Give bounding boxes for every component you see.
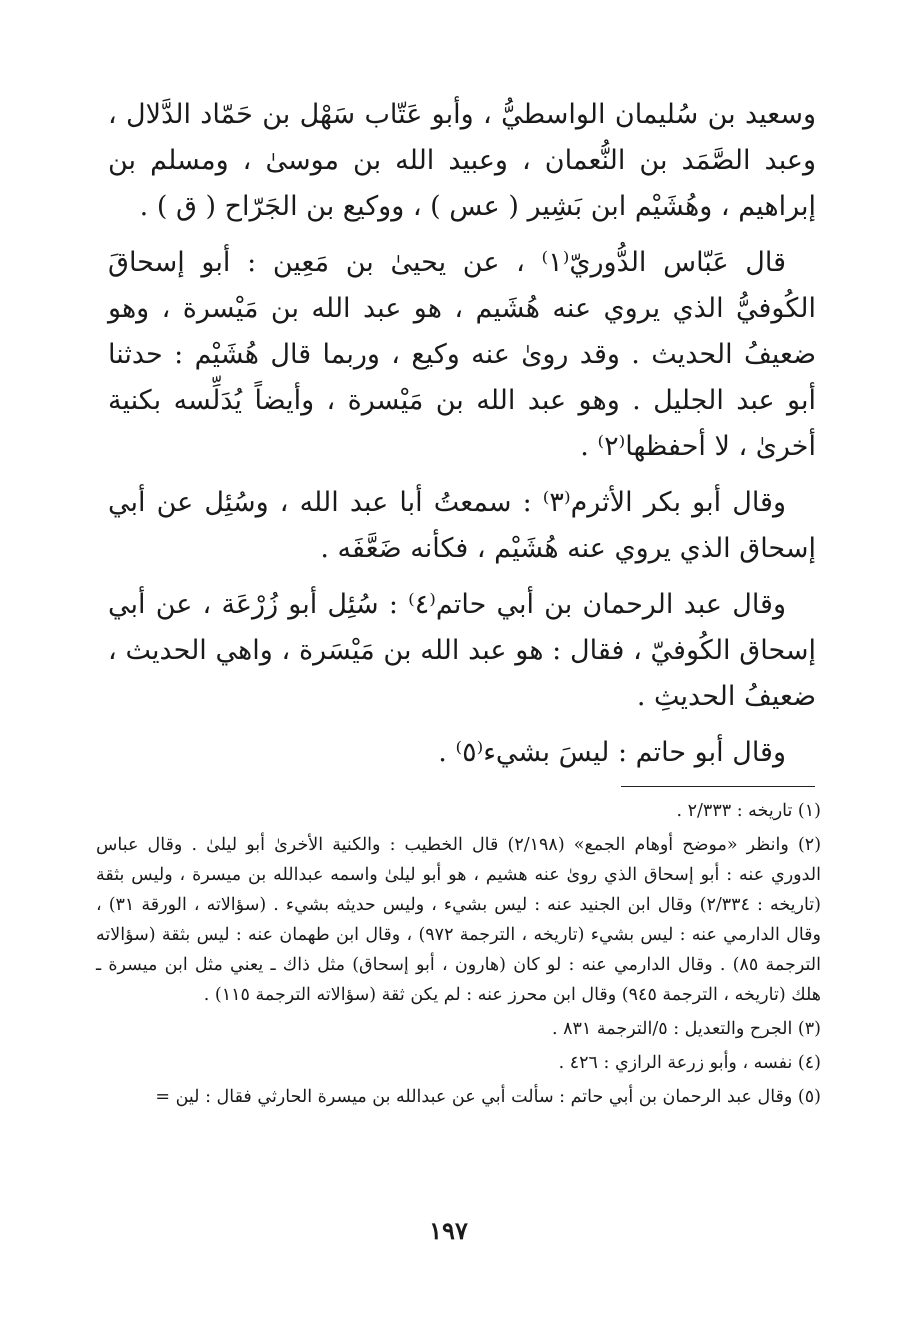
- footnote-4: (٤) نفسه ، وأبو زرعة الرازي : ٤٢٦ .: [558, 1053, 821, 1073]
- main-text: [108, 92, 816, 786]
- paragraph-5: وقال أبو حاتم : ليسَ بشيء⁽٥⁾ .: [438, 737, 786, 768]
- paragraph-1: وسعيد بن سُليمان الواسطيُّ ، وأبو عَتّاب سَهْل بن حَمّاد الدَّلال ، وعبد الصَّمَد بن النُّعمان ، وعبيد الله بن موسىٰ ، ومسلم بن إبراهيم ، وهُشَيْم ابن بَشِير ( عس ) ، ووكيع بن الجَرّاح ( ق ) .: [108, 99, 816, 222]
- footnotes: [96, 796, 821, 1116]
- paragraph-3: وقال أبو بكر الأثرم⁽٣⁾ : سمعتُ أبا عبد الله ، وسُئِل عن أبي إسحاق الذي يروي عنه هُشَيْم ، فكأنه ضَعَّفَه .: [108, 487, 816, 564]
- footnote-1: (١) تاريخه : ٢/٣٣٣ .: [676, 801, 821, 821]
- footnote-3: (٣) الجرح والتعديل : ٥/الترجمة ٨٣١ .: [551, 1019, 821, 1039]
- footnote-2: (٢) وانظر «موضح أوهام الجمع» (٢/١٩٨) قال الخطيب : والكنية الأخرىٰ أبو ليلىٰ . وقال عباس الدوري عنه : أبو إسحاق الذي روىٰ عنه هشيم ، هو أبو ليلىٰ واسمه عبدالله بن ميسرة ، وليس بثقة (تاريخه : ٢/٣٣٤) وقال ابن الجنيد عنه : ليس بشيء ، وليس حديثه بشيء . (سؤالاته ، الورقة ٣١) ، وقال الدارمي عنه : ليس بشيء (تاريخه ، الترجمة ٩٧٢) ، وقال ابن طهمان عنه : ليس بثقة (سؤالاته الترجمة ٨٥) . وقال الدارمي عنه : لو كان (هارون ، أبو إسحاق) مثل ذاك ـ يعني مثل ابن ميسرة ـ هلك (تاريخه ، الترجمة ٩٤٥) وقال ابن محرز عنه : لم يكن ثقة (سؤالاته الترجمة ١١٥) .: [96, 835, 822, 1005]
- footnote-5: (٥) وقال عبد الرحمان بن أبي حاتم : سألت أبي عن عبدالله بن ميسرة الحارثي فقال : لين =: [155, 1087, 821, 1107]
- page-number: ١٩٧: [429, 1216, 468, 1245]
- paragraph-4: وقال عبد الرحمان بن أبي حاتم⁽٤⁾ : سُئِل أبو زُرْعَة ، عن أبي إسحاق الكُوفيّ ، فقال : هو عبد الله بن مَيْسَرة ، واهي الحديث ، ضعيفُ الحديثِ .: [108, 589, 816, 712]
- paragraph-2: قال عَبّاس الدُّوريّ⁽١⁾ ، عن يحيىٰ بن مَعِين : أبو إسحاقَ الكُوفيُّ الذي يروي عنه هُشَيم ، هو عبد الله بن مَيْسرة ، وهو ضعيفُ الحديث . وقد روىٰ عنه وكيع ، وربما قال هُشَيْم : حدثنا أبو عبد الجليل . وهو عبد الله بن مَيْسرة ، وأيضاً يُدَلِّسه بكنية أخرىٰ ، لا أحفظها⁽٢⁾ .: [108, 247, 816, 462]
- footnote-separator: [621, 786, 815, 787]
